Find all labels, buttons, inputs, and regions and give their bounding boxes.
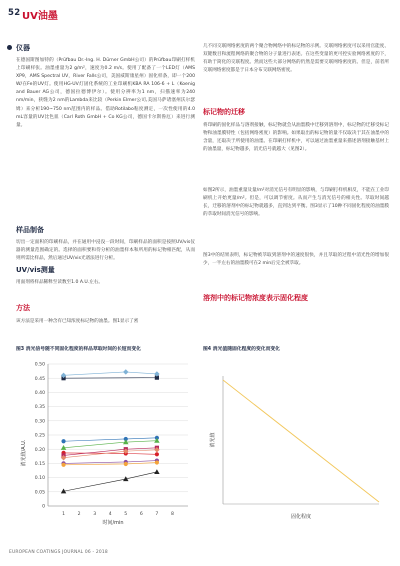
figure3-series-line: [64, 441, 157, 448]
figure3-caption: 图3 消光信号随不同固化程度的样品萃取时间的长短而变化: [16, 347, 141, 352]
heading-uvvis: UV/vis测量: [16, 266, 55, 274]
figure3-y-tick: 0.15: [34, 462, 45, 467]
figure3-y-tick: 0.35: [34, 405, 45, 411]
paragraph-migration-3: 图3中的结果表明，标记物被萃取到溶剂中的速度很快，并且萃取的过程中消光性的增加很少，一半左右的油墨膜可在2 min后完全被萃取。: [203, 253, 389, 267]
figure3-chart: [16, 358, 196, 530]
figure3-x-tick: 7: [155, 512, 159, 517]
paragraph-preparation: 切出一定面积的印刷样品，并在通用中浸没一段时间，印刷样品的面积是按照UV/vis仪器的测量范围确定的。选择的面积要和待分析的油墨样本和所用的标记物相匹配，从而则所需比样品，然后通过UV/vis光谱法进行分析。: [16, 240, 195, 262]
heading-migration: 标记物的迁移: [203, 108, 245, 116]
figure3-x-tick: 2: [77, 512, 81, 517]
figure3-series-line: [64, 438, 157, 441]
paragraph-migration-1: 将印刷的固化样品与溶剂接触，标记物就会从油墨膜中迁移到溶剂中，标记物的迁移受标记物和油墨膜特性（包括网络密度）的影响。如果取出的标记物的量不仅取决于其在油墨中的含量，还取决于所使用的油墨。在印刷打样机中，可以通过油墨重量来描述溶剂接触基材上的油墨量，标记物越多，消光信号就越大（见图2）。: [203, 123, 389, 153]
figure3-x-tick: 8: [170, 512, 174, 517]
paragraph-instruments: 在德国斯图加特的（Prüfbau Dr.-Ing. H. Dürner GmbH公司）的Prüfbau印刷打样机上印刷样张。油墨重量为2 g/m²，速度为0.2 m/s。使用了配备了一个LED灯（AMS XP9，AMS Spectral UV，River Falls公司，美国威斯康星州）固化样条，即一个200 W/在Fe的UV灯。使用HG-UV灯固化系统的工业印刷机KBA RA 106-6 + L（Koenig and Bauer AG公司，德国拉德博伊尔）。使用分辨率为1 nm，扫描速率为240 nm/min，狭缝为2 nm的Lambda来比较（Perkin Elmer公司,美国马萨诸塞州沃尔瑟姆）来分析190~750 nm范围内的样品。借助Rotilabo粘度测定，一次性使用的4.0 mL容量的UV比色皿（Carl Roth GmbH + Co KG公司，德国卡尔斯鲁厄）来进行测量。: [16, 58, 195, 128]
figure3-y-tick: 0.50: [34, 362, 45, 368]
figure4-trend-line: [223, 380, 379, 502]
figure3-y-tick: 0.05: [34, 490, 45, 496]
figure3-y-tick: 0.40: [34, 391, 45, 396]
footer-journal: EUROPEAN COATINGS JOURNAL 06 - 2018: [9, 550, 108, 555]
figure3-data-point: [155, 452, 159, 456]
figure3-data-point: [155, 460, 159, 464]
figure3-x-tick: 1: [62, 512, 66, 517]
figure3-data-point: [61, 463, 65, 467]
heading-method: 方法: [16, 304, 30, 312]
figure3-series-line: [64, 472, 157, 491]
heading-cure-degree: 溶剂中的标记物浓度表示固化程度: [203, 294, 308, 302]
figure3-y-tick: 0: [42, 504, 45, 510]
figure3-x-label: 时间/min: [102, 520, 124, 526]
figure3-y-tick: 0.30: [34, 419, 45, 425]
section-bullet-icon: [7, 45, 12, 50]
figure3-x-tick: 4: [108, 512, 112, 517]
figure4-x-label: 固化程度: [290, 514, 312, 520]
figure3-y-tick: 0.10: [34, 476, 45, 482]
figure4-y-label: 消光值: [210, 432, 216, 448]
paragraph-method: 该方法是采用一种含有已知浓度标记物的油墨。图1显示了密: [16, 319, 139, 324]
figure3-series-line: [64, 448, 157, 456]
figure3-x-tick: 3: [93, 512, 97, 517]
figure3-y-tick: 0.20: [34, 447, 45, 453]
figure3-y-tick: 0.45: [34, 376, 45, 382]
heading-instruments: 仪器: [16, 44, 30, 52]
figure3-data-point: [61, 439, 65, 443]
paragraph-migration-2: 如图2所示，油墨重量及量/m²对消光信号有明显的影响，与印刷打样机相反，不能在工业印刷机上开始更量/m²。但是，可以调节密度。从而产生与消光信号的相关性。萃取时间越长，迁移的溶剂中的标记物就越多，直到达到平衡。图3显示了10种不同固化程度的油墨膜的萃取时间消光信号的影响。: [203, 188, 389, 218]
paragraph-uvvis: 用面剂将样品稀释至读数至1.0 A.U.左右。: [16, 280, 104, 285]
figure3-data-point: [123, 369, 128, 374]
figure3-data-point: [154, 469, 159, 474]
running-title: UV油墨: [22, 11, 58, 22]
figure3-data-point: [124, 462, 128, 466]
heading-preparation: 样品制备: [16, 226, 44, 234]
figure3-y-label: 消光值/A.U.: [21, 439, 27, 467]
figure3-x-tick: 6: [139, 512, 143, 517]
paragraph-right-top: 几不同交联网络密度的两个聚合物网络中的标记物的示例。交联网络密度可以采用官能度、双键数目和流程网络的聚合物的分子量进行表述。在这些变量的更可控实验网络密度的下，有助于简化的交联程度。然而这些大部分网络的仍然是需要交联网络密度的。但是，前者所交联网络密度都是于日本分布交联网络密度。: [203, 44, 389, 74]
figure4-chart: [203, 358, 389, 530]
figure3-y-tick: 0.25: [34, 433, 45, 439]
figure3-series-line: [64, 372, 157, 375]
page-number: 52: [8, 8, 21, 18]
figure4-caption: 图4 消光值随固化程度的变化而变化: [203, 347, 280, 352]
figure3-x-tick: 5: [124, 512, 128, 517]
